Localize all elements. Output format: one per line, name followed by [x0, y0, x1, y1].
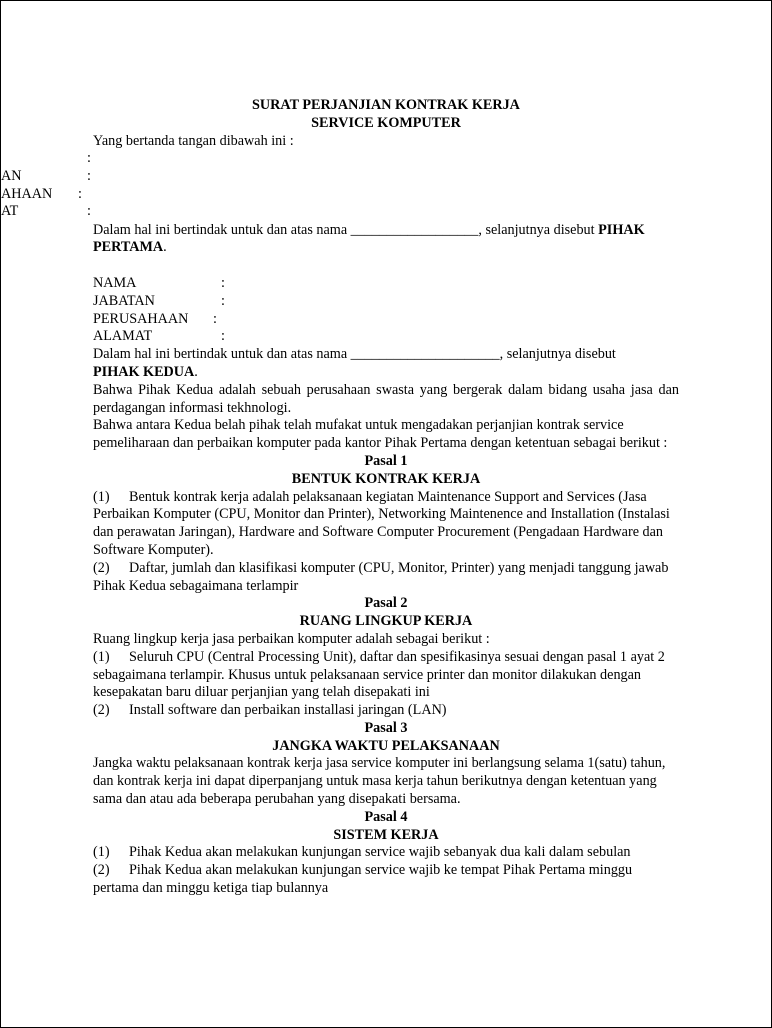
- field-nama: NAMA :: [93, 274, 225, 291]
- pasal1-heading: Pasal 1: [364, 452, 408, 469]
- second-party-name-line: PIHAK KEDUA.: [93, 363, 198, 380]
- pasal1-item: (2) Daftar, jumlah dan klasifikasi komputer (CPU, Monitor, Printer) yang menjadi tanggung jawab Pihak Kedua sebagaimana terlampir: [93, 559, 669, 594]
- pasal2-title: RUANG LINGKUP KERJA: [299, 613, 473, 630]
- spacer: [93, 257, 679, 275]
- pasal3-heading: Pasal 3: [364, 719, 408, 736]
- first-party-spacer: [93, 150, 679, 221]
- document-title: SURAT PERJANJIAN KONTRAK KERJA: [252, 97, 520, 113]
- second-party-name: PIHAK KEDUA: [93, 363, 195, 380]
- pasal2-heading: Pasal 2: [364, 595, 408, 612]
- pasal2-item: (2) Install software dan perbaikan installasi jaringan (LAN): [93, 702, 447, 719]
- pasal2-intro: Ruang lingkup kerja jasa perbaikan komputer adalah sebagai berikut :: [93, 630, 490, 647]
- pasal1-item: (1) Bentuk kontrak kerja adalah pelaksanaan kegiatan Maintenance Support and Services (Jasa Perbaikan Komputer (CPU, Monitor dan Printer), Networking Maintenence and Installation (Instalasi dan perawatan Jaringan), Hardware and Software Computer Procurement (Pengadaan Hardware dan Software Komputer).: [93, 488, 670, 558]
- field-alamat: ALAMAT :: [93, 328, 225, 345]
- pasal3-title: JANGKA WAKTU PELAKSANAAN: [272, 737, 500, 754]
- field-perusahaan: PERUSAHAAN :: [93, 310, 217, 327]
- intro-text: Yang bertanda tangan dibawah ini :: [93, 132, 294, 149]
- first-party-name: PIHAK PERTAMA: [93, 221, 645, 256]
- pasal4-title: SISTEM KERJA: [333, 826, 439, 843]
- pasal3-body: Jangka waktu pelaksanaan kontrak kerja jasa service komputer ini berlangsung selama 1(satu) tahun, dan kontrak kerja ini dapat diperpanjang untuk masa kerja tahun berikutnya dengan ketentuan yang sama dan atau ada beberapa perubahan yang disepakati bersama.: [93, 755, 666, 808]
- pasal4-item: (1) Pihak Kedua akan melakukan kunjungan service wajib sebanyak dua kali dalam sebulan: [93, 844, 631, 861]
- field-jabatan: JABATAN :: [93, 292, 225, 309]
- paragraph-bahwa-1: Bahwa Pihak Kedua adalah sebuah perusahaan swasta yang bergerak dalam bidang usaha jasa dan perdagangan informasi tekhnologi.: [93, 381, 679, 416]
- paragraph-bahwa-2: Bahwa antara Kedua belah pihak telah mufakat untuk mengadakan perjanjian kontrak service pemeliharaan dan perbaikan komputer pada kantor Pihak Pertama dengan ketentuan sebagai berikut :: [93, 417, 668, 452]
- document-subtitle: SERVICE KOMPUTER: [311, 114, 461, 131]
- pasal1-title: BENTUK KONTRAK KERJA: [291, 470, 481, 487]
- pasal4-item: (2) Pihak Kedua akan melakukan kunjungan service wajib ke tempat Pihak Pertama minggu pertama dan minggu ketiga tiap bulannya: [93, 862, 633, 897]
- document-page: : AN : AHAAN : AT : SURAT PERJANJIAN KONTRAK KERJA SERVICE KOMPUTER Yang bertanda tangan dibawah ini : Dalam hal ini bertindak untuk dan atas nama __________________, selanjutnya disebut PIHAK PERTAMA. NAMA : JABATAN : PERUSAHAAN : ALAMAT : Dalam hal ini bertindak untuk dan atas nama _____________________, selanjutnya disebut PIHAK KEDUA. Bahwa Pihak Kedua adalah sebuah perusahaan swasta yang bergerak dalam bidang usaha jasa dan perdagangan informasi tekhnologi. Bahwa antara Kedua belah pihak telah mufakat untuk mengadakan perjanjian kontrak service pemeliharaan dan perbaikan komputer pada kantor Pihak Pertama dengan ketentuan sebagai berikut : Pasal 1 BENTUK KONTRAK KERJA (1) Bentuk kontrak kerja adalah pelaksanaan kegiatan Maintenance Support and Services (Jasa Perbaikan Komputer (CPU, Monitor dan Printer), Networking Maintenence and Installation (Instalasi dan perawatan Jaringan), Hardware and Software Computer Procurement (Pengadaan Hardware dan Software Komputer). (2) Daftar, jumlah dan klasifikasi komputer (CPU, Monitor, Printer) yang menjadi tanggung jawab Pihak Kedua sebagaimana terlampir Pasal 2 RUANG LINGKUP KERJA Ruang lingkup kerja jasa perbaikan komputer adalah sebagai berikut : (1) Seluruh CPU (Central Processing Unit), daftar dan spesifikasinya sesuai dengan pasal 1 ayat 2 sebagaimana terlampir. Khusus untuk pelaksanaan service printer dan monitor dilakukan dengan kesepakatan baru diluar perjanjian yang telah disepakati ini (2) Install software dan perbaikan installasi jaringan (LAN) Pasal 3 JANGKA WAKTU PELAKSANAAN Jangka waktu pelaksanaan kontrak kerja jasa service komputer ini berlangsung selama 1(satu) tahun, dan kontrak kerja ini dapat diperpanjang untuk masa kerja tahun berikutnya dengan ketentuan yang sama dan atau ada beberapa perubahan yang disepakati bersama. Pasal 4 SISTEM KERJA (1) Pihak Kedua akan melakukan kunjungan service wajib sebanyak dua kali dalam sebulan (2) Pihak Kedua akan melakukan kunjungan service wajib ke tempat Pihak Pertama minggu pertama dan minggu ketiga tiap bulannya: [0, 0, 772, 1028]
- first-party-statement: Dalam hal ini bertindak untuk dan atas nama __________________, selanjutnya disebut PIHAK PERTAMA.: [93, 221, 645, 256]
- document-body: [93, 97, 679, 898]
- pasal2-item: (1) Seluruh CPU (Central Processing Unit), daftar dan spesifikasinya sesuai dengan pasal 1 ayat 2 sebagaimana terlampir. Khusus untuk pelaksanaan service printer dan monitor dilakukan dengan kesepakatan baru diluar perjanjian yang telah disepakati ini: [93, 648, 665, 701]
- pasal4-heading: Pasal 4: [364, 808, 408, 825]
- second-party-statement: Dalam hal ini bertindak untuk dan atas nama _____________________, selanjutnya disebut: [93, 346, 616, 363]
